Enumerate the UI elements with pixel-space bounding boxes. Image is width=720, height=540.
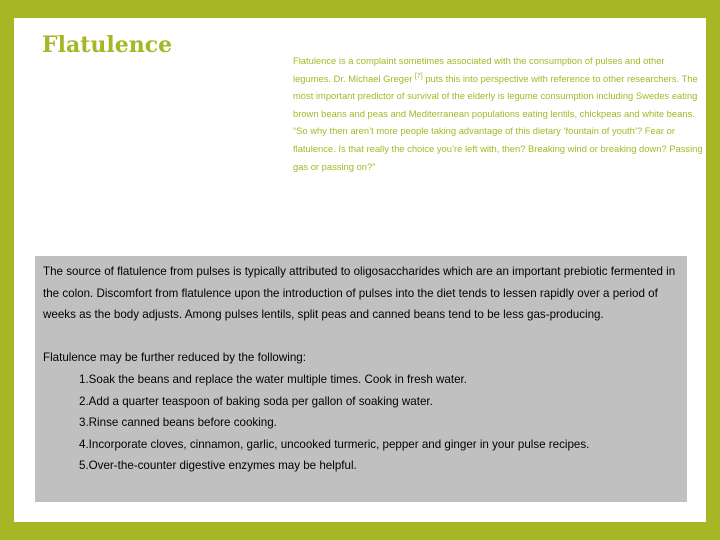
list-item: 2.Add a quarter teaspoon of baking soda per gallon of soaking water.	[79, 394, 433, 408]
slide-title: Flatulence	[42, 32, 173, 58]
quote-text-end: puts this into perspective with reference to other researchers. The most important predictor of survival of the elderly is legume consumption including Swedes eating brown beans and peas and Mediterranean populations eating lentils, chickpeas and white beans. “So why then aren’t more people taking advantage of this dietary ‘fountain of youth’? Fear or flatulence. Is that really the choice you’re left with, then? Breaking wind or breaking down? Passing gas or passing on?”	[293, 72, 703, 172]
list-item: 1.Soak the beans and replace the water multiple times. Cook in fresh water.	[79, 372, 467, 386]
spacer	[43, 326, 679, 348]
list-item: 5.Over-the-counter digestive enzymes may be helpful.	[79, 459, 357, 473]
list-intro: Flatulence may be further reduced by the following:	[43, 351, 306, 365]
body-paragraph: The source of flatulence from pulses is typically attributed to oligosaccharides which are an important prebiotic fermented in the colon. Discomfort from flatulence upon the introduction of pulses into the diet tends to lessen rapidly over a period of weeks as the body adjusts. Among pulses lentils, split peas and canned beans tend to be less gas-producing.	[43, 265, 676, 322]
quote-text-start: Flatulence is a complaint sometimes associated with the consumption of pulses and other legumes. Dr. Michael Greger	[293, 55, 665, 84]
slide	[14, 18, 706, 522]
quote-paragraph	[293, 52, 703, 175]
info-box	[35, 256, 687, 502]
tips-list	[43, 369, 679, 477]
list-item: 3.Rinse canned beans before cooking.	[79, 416, 277, 430]
citation-reference: [7]	[414, 72, 423, 80]
list-item: 4.Incorporate cloves, cinnamon, garlic, uncooked turmeric, pepper and ginger in your pulse recipes.	[79, 437, 590, 451]
